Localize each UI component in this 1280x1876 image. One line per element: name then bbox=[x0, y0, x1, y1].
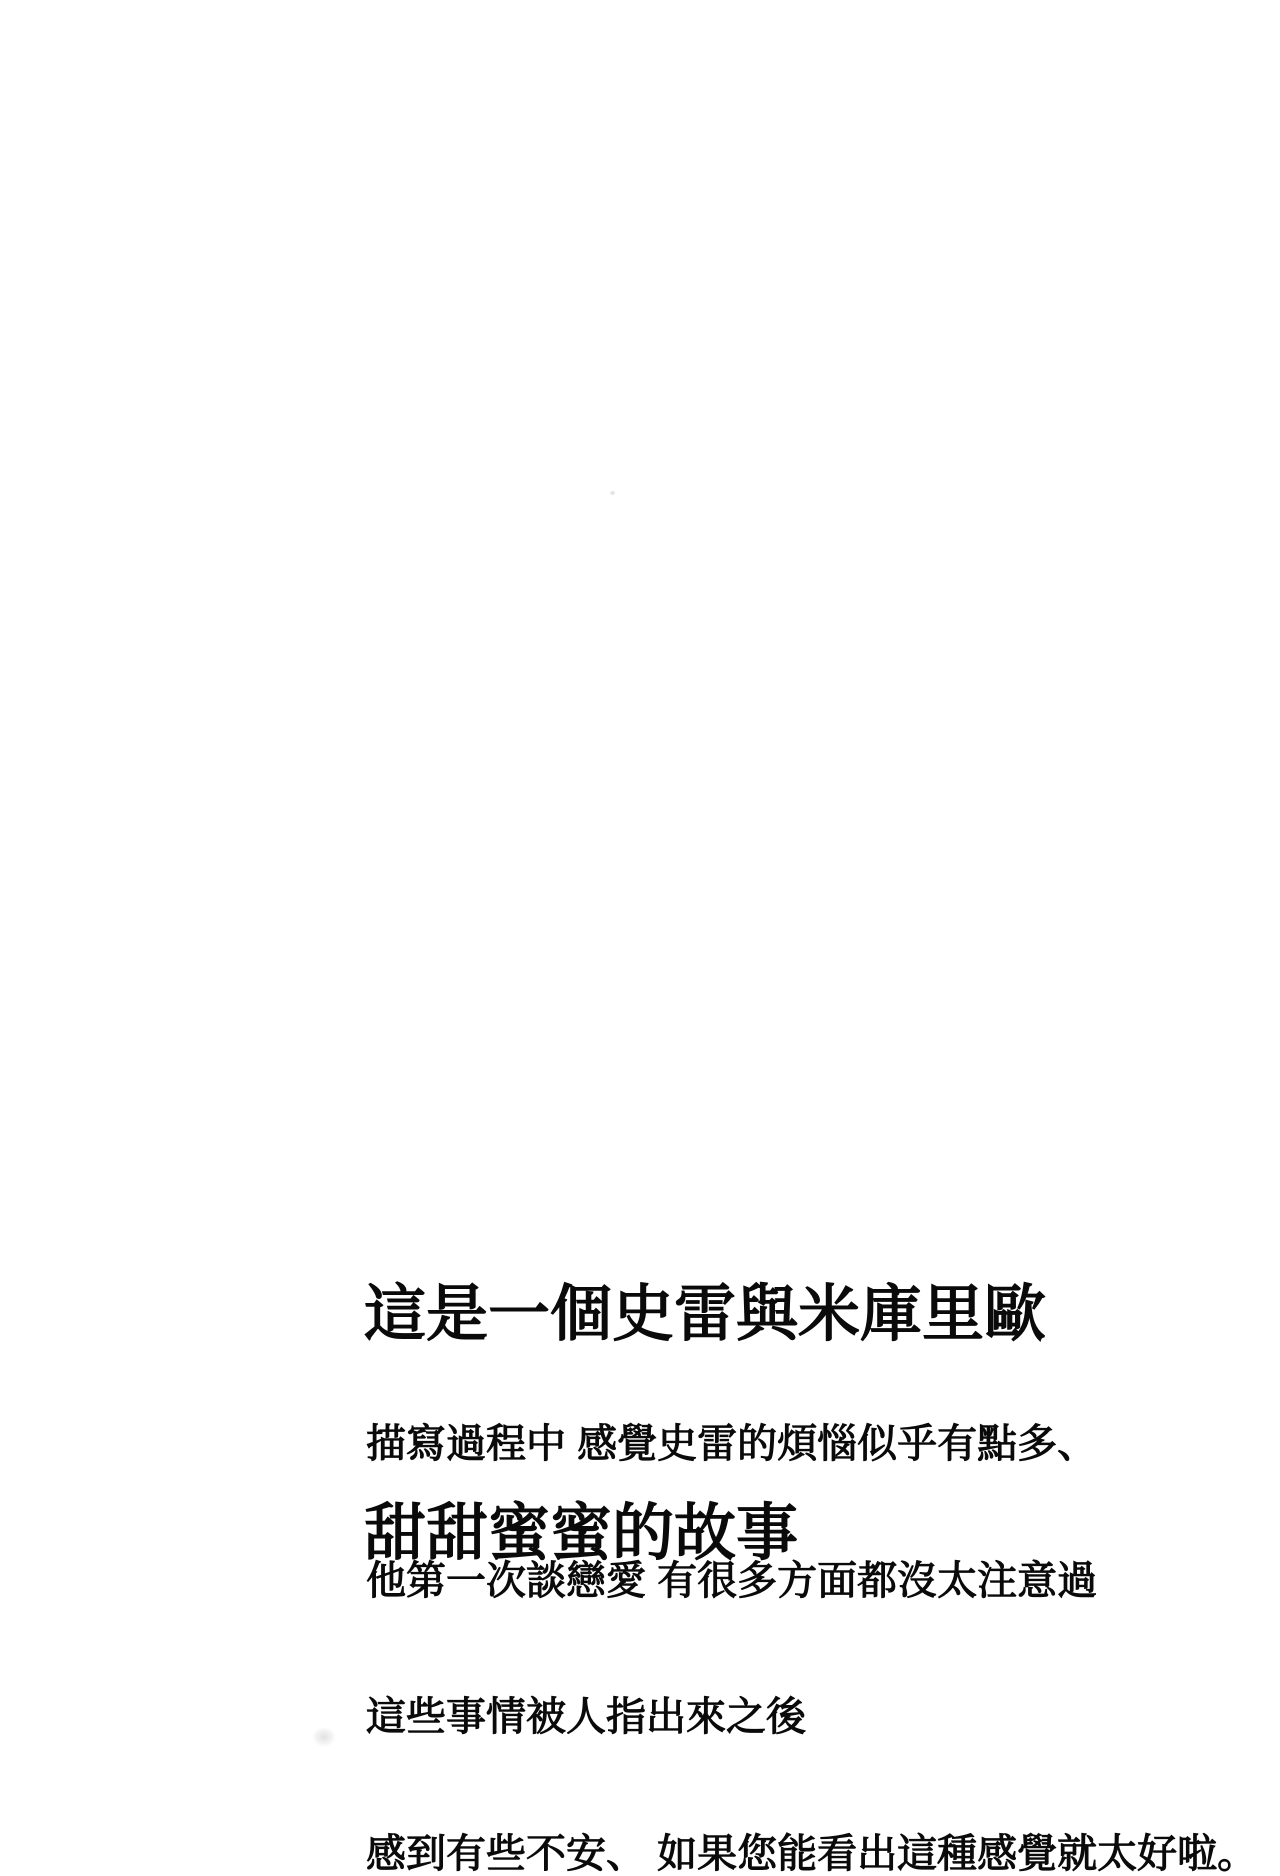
afterword-body bbox=[366, 1331, 1257, 1876]
title-line-1: 這是一個史雷與米庫里歐 bbox=[364, 1280, 1047, 1349]
body-line-4: 感到有些不安、 如果您能看出這種感覺就太好啦。 bbox=[366, 1831, 1258, 1876]
body-line-2: 他第一次談戀愛 有很多方面都沒太注意過 bbox=[366, 1558, 1098, 1603]
title-line-2: 甜甜蜜蜜的故事 bbox=[364, 1499, 799, 1568]
body-line-3: 這些事情被人指出來之後 bbox=[366, 1695, 806, 1739]
body-line-1: 描寫過程中 感覺史雷的煩惱似乎有點多、 bbox=[366, 1422, 1098, 1466]
scan-speck bbox=[610, 491, 615, 495]
scan-smudge bbox=[312, 1727, 336, 1747]
